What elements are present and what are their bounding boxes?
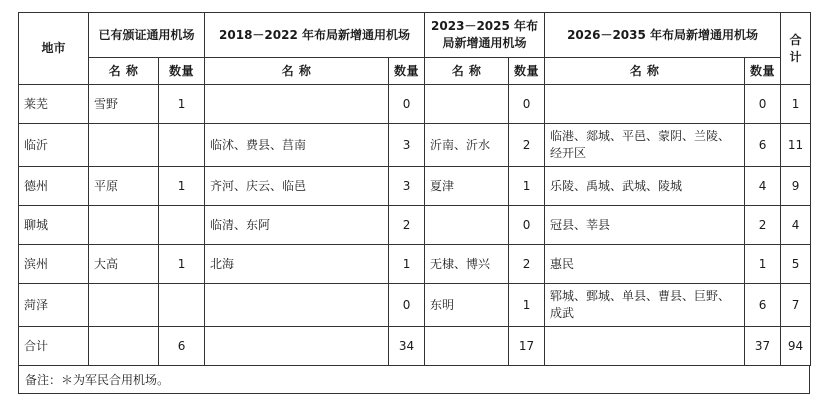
airport-table-frame (18, 12, 810, 394)
table-note: 备注：＊为军民合用机场。 (18, 366, 810, 394)
period3-count-cell: 0 (745, 85, 781, 124)
header-period-2026-2035: 2026－2035 年布局新增通用机场 (545, 13, 781, 58)
existing-count-cell: 1 (159, 85, 205, 124)
existing-name-cell (89, 284, 159, 327)
period2-count-cell: 2 (509, 124, 545, 167)
header-period-2018-2022: 2018－2022 年布局新增通用机场 (205, 13, 425, 58)
period1-count-cell: 34 (389, 327, 425, 366)
subheader-count: 数量 (159, 58, 205, 85)
period2-count-cell: 1 (509, 167, 545, 206)
table-row (19, 124, 811, 167)
period3-name-cell: 冠县、莘县 (545, 206, 745, 245)
period2-name-cell: 无棣、博兴 (425, 245, 509, 284)
row-total-cell: 7 (781, 284, 811, 327)
row-total-cell: 11 (781, 124, 811, 167)
period1-name-cell: 临清、东阿 (205, 206, 389, 245)
period3-name-cell: 惠民 (545, 245, 745, 284)
header-city: 地市 (19, 13, 89, 85)
period1-count-cell: 3 (389, 167, 425, 206)
period3-count-cell: 1 (745, 245, 781, 284)
subheader-name: 名 称 (205, 58, 389, 85)
existing-name-cell: 大高 (89, 245, 159, 284)
period2-count-cell: 1 (509, 284, 545, 327)
period1-count-cell: 3 (389, 124, 425, 167)
period1-name-cell (205, 284, 389, 327)
period2-count-cell: 17 (509, 327, 545, 366)
period1-count-cell: 0 (389, 284, 425, 327)
period3-count-cell: 4 (745, 167, 781, 206)
header-row-1 (19, 13, 811, 58)
city-cell: 德州 (19, 167, 89, 206)
existing-name-cell (89, 206, 159, 245)
row-total-cell: 4 (781, 206, 811, 245)
period2-name-cell (425, 85, 509, 124)
city-cell: 菏泽 (19, 284, 89, 327)
subheader-count: 数量 (389, 58, 425, 85)
existing-name-cell (89, 124, 159, 167)
period3-count-cell: 6 (745, 124, 781, 167)
city-cell: 合计 (19, 327, 89, 366)
existing-name-cell: 平原 (89, 167, 159, 206)
period2-name-cell (425, 327, 509, 366)
header-row-2 (19, 58, 811, 85)
period1-count-cell: 2 (389, 206, 425, 245)
period1-name-cell (205, 85, 389, 124)
row-total-cell: 1 (781, 85, 811, 124)
subheader-name: 名 称 (425, 58, 509, 85)
period3-name-cell: 临港、郯城、平邑、蒙阴、兰陵、经开区 (545, 124, 745, 167)
period1-count-cell: 1 (389, 245, 425, 284)
row-total-cell: 5 (781, 245, 811, 284)
period3-count-cell: 6 (745, 284, 781, 327)
existing-count-cell: 1 (159, 167, 205, 206)
subheader-count: 数量 (509, 58, 545, 85)
period1-name-cell: 北海 (205, 245, 389, 284)
period2-count-cell: 0 (509, 85, 545, 124)
existing-count-cell (159, 284, 205, 327)
period1-count-cell: 0 (389, 85, 425, 124)
subheader-name: 名 称 (89, 58, 159, 85)
table-row-total (19, 327, 811, 366)
period2-count-cell: 0 (509, 206, 545, 245)
period3-name-cell (545, 327, 745, 366)
period2-name-cell: 沂南、沂水 (425, 124, 509, 167)
period2-name-cell (425, 206, 509, 245)
airport-layout-table (18, 12, 811, 366)
period3-name-cell (545, 85, 745, 124)
existing-count-cell: 1 (159, 245, 205, 284)
period2-count-cell: 2 (509, 245, 545, 284)
table-row (19, 85, 811, 124)
city-cell: 临沂 (19, 124, 89, 167)
city-cell: 莱芜 (19, 85, 89, 124)
header-total: 合计 (781, 13, 811, 85)
city-cell: 聊城 (19, 206, 89, 245)
row-total-cell: 9 (781, 167, 811, 206)
period3-count-cell: 37 (745, 327, 781, 366)
header-existing: 已有颁证通用机场 (89, 13, 205, 58)
period2-name-cell: 夏津 (425, 167, 509, 206)
header-period-2023-2025: 2023－2025 年布局新增通用机场 (425, 13, 545, 58)
period1-name-cell: 临沭、费县、莒南 (205, 124, 389, 167)
table-row (19, 167, 811, 206)
table-row (19, 245, 811, 284)
period3-name-cell: 郓城、鄄城、单县、曹县、巨野、成武 (545, 284, 745, 327)
existing-name-cell (89, 327, 159, 366)
row-total-cell: 94 (781, 327, 811, 366)
city-cell: 滨州 (19, 245, 89, 284)
subheader-count: 数量 (745, 58, 781, 85)
period3-count-cell: 2 (745, 206, 781, 245)
period2-name-cell: 东明 (425, 284, 509, 327)
existing-count-cell: 6 (159, 327, 205, 366)
table-row (19, 206, 811, 245)
existing-count-cell (159, 124, 205, 167)
period1-name-cell: 齐河、庆云、临邑 (205, 167, 389, 206)
table-row (19, 284, 811, 327)
existing-name-cell: 雪野 (89, 85, 159, 124)
period3-name-cell: 乐陵、禹城、武城、陵城 (545, 167, 745, 206)
subheader-name: 名 称 (545, 58, 745, 85)
period1-name-cell (205, 327, 389, 366)
existing-count-cell (159, 206, 205, 245)
